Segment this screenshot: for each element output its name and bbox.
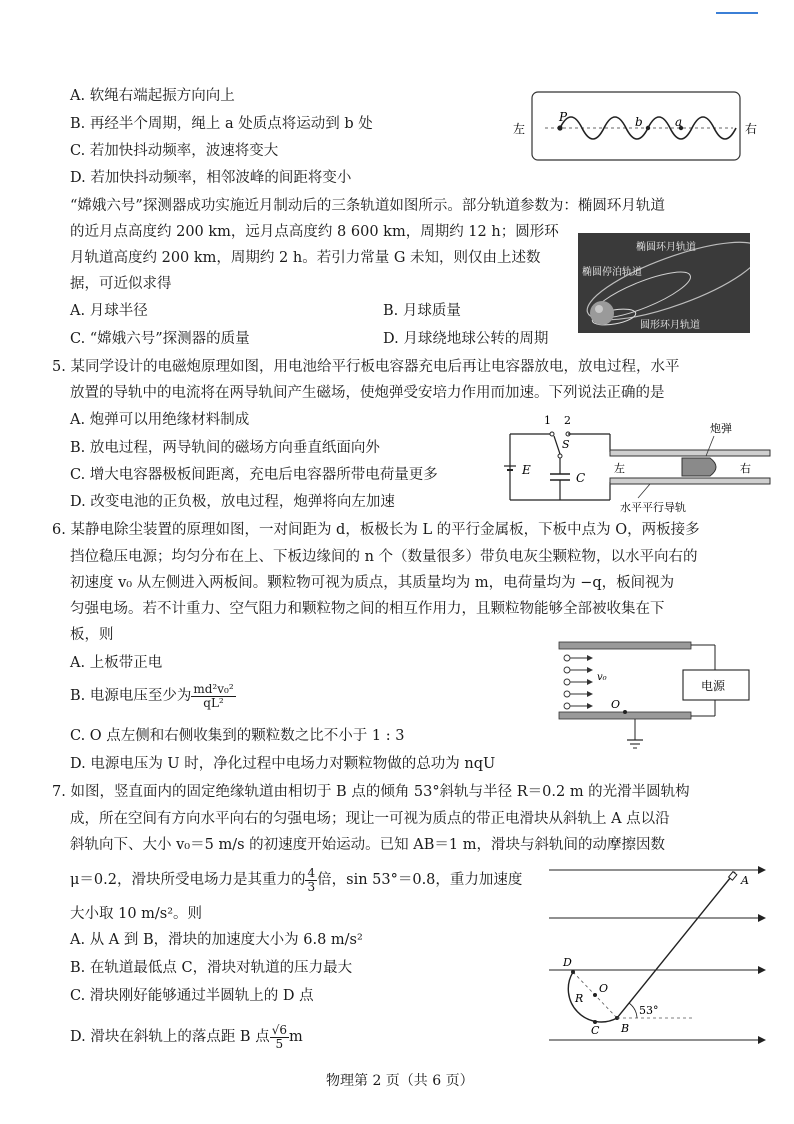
q5-fig-left: 左 bbox=[614, 462, 625, 475]
q6-option-b-fraction bbox=[191, 683, 235, 709]
q3-fig-b: b bbox=[635, 115, 643, 129]
q6-stem-line-2: 挡位稳压电源；均匀分布在上、下板边缘间的 n 个（数量很多）带负电灰尘颗粒物，以水平向右的 bbox=[70, 549, 698, 565]
q5-fig-rail-label: 水平平行导轨 bbox=[620, 501, 686, 514]
q6-stem-line-3: 初速度 v₀ 从左侧进入两板间。颗粒物可视为质点，其质量均为 m，电荷量均为 −q，板间视为 bbox=[70, 575, 675, 591]
q7-option-b: B. 在轨道最低点 C，滑块对轨道的压力最大 bbox=[70, 960, 353, 976]
q4-orbit-figure bbox=[578, 233, 750, 333]
q7-fig-b: B bbox=[621, 1022, 630, 1035]
q4-stem-line-3: 月轨道高度约 200 km，周期约 2 h。若引力常量 G 未知，则仅由上述数 bbox=[70, 250, 541, 266]
q6-option-a: A. 上板带正电 bbox=[70, 655, 163, 671]
q4-option-c: C. “嫦娥六号”探测器的质量 bbox=[70, 331, 250, 347]
q7-option-d-numerator: √6 bbox=[271, 1023, 287, 1037]
q7-stem-line-4 bbox=[70, 867, 522, 893]
q4-option-d: D. 月球绕地球公转的周期 bbox=[383, 331, 549, 347]
q4-option-a: A. 月球半径 bbox=[70, 303, 148, 319]
q7-fig-o: O bbox=[599, 982, 609, 995]
q3-fig-p: P bbox=[559, 110, 568, 124]
q3-option-c: C. 若加快抖动频率，波速将变大 bbox=[70, 143, 279, 159]
q7-stem-line-3: 斜轨向下、大小 v₀＝5 m/s 的初速度开始运动。已知 AB＝1 m，滑块与斜轨间的动摩擦因数 bbox=[70, 837, 665, 853]
q7-line-4-text-end: 倍，sin 53°＝0.8，重力加速度 bbox=[317, 872, 523, 889]
q5-circuit-figure bbox=[500, 412, 780, 516]
q7-option-d-unit: m bbox=[288, 1029, 303, 1046]
q7-track-figure bbox=[545, 862, 775, 1048]
q6-option-c: C. O 点左侧和右侧收集到的颗粒数之比不小于 1 : 3 bbox=[70, 728, 405, 744]
q4-fig-parking-orbit-label: 椭圆停泊轨道 bbox=[582, 267, 642, 278]
q5-fig-s: S bbox=[562, 438, 570, 451]
q7-option-c: C. 滑块刚好能够通过半圆轨上的 D 点 bbox=[70, 988, 314, 1004]
q7-line-4-denominator: 3 bbox=[307, 879, 316, 894]
q7-fig-a: A bbox=[741, 874, 749, 887]
q4-stem-line-1: “嫦娥六号”探测器成功实施近月制动后的三条轨道如图所示。部分轨道参数为：椭圆环月轨道 bbox=[70, 198, 665, 214]
q6-stem-line-5: 板，则 bbox=[70, 627, 114, 643]
q7-option-d bbox=[70, 1024, 303, 1050]
q7-option-d-denominator: 5 bbox=[275, 1036, 284, 1051]
page-footer: 物理第 2 页（共 6 页） bbox=[326, 1073, 474, 1089]
q7-option-d-fraction bbox=[270, 1024, 289, 1050]
q5-fig-shell-label: 炮弹 bbox=[710, 422, 732, 435]
q7-stem-line-5: 大小取 10 m/s²。则 bbox=[70, 906, 203, 922]
q6-fig-v0: v₀ bbox=[597, 672, 607, 683]
q6-option-d: D. 电源电压为 U 时，净化过程中电场力对颗粒物做的总功为 nqU bbox=[70, 756, 496, 772]
q7-line-4-text: μ＝0.2，滑块所受电场力是其重力的 bbox=[70, 872, 306, 889]
q6-option-b-numerator: md²v₀² bbox=[193, 682, 234, 696]
q3-wave-figure bbox=[505, 88, 775, 168]
q7-fig-r: R bbox=[575, 992, 584, 1005]
q3-fig-right: 右 bbox=[745, 122, 758, 136]
q6-fig-o: O bbox=[611, 698, 621, 711]
q6-option-b bbox=[70, 683, 236, 709]
q7-option-a: A. 从 A 到 B，滑块的加速度大小为 6.8 m/s² bbox=[70, 932, 363, 948]
q6-stem-line-1: 6. 某静电除尘装置的原理如图，一对间距为 d，板极长为 L 的平行金属板，下板中点为 O，两板接多 bbox=[52, 522, 700, 538]
q6-fig-source-label: 电源 bbox=[701, 679, 726, 693]
q5-stem-line-1: 5. 某同学设计的电磁炮原理如图，用电池给平行板电容器充电后再让电容器放电，放电过程，水平 bbox=[52, 359, 680, 375]
q5-fig-terminal-2: 2 bbox=[564, 414, 571, 427]
q7-fig-d: D bbox=[563, 956, 572, 969]
q6-precipitator-figure bbox=[555, 636, 775, 760]
q4-stem-line-2: 的近月点高度约 200 km，远月点高度约 8 600 km，周期约 12 h；圆形环 bbox=[70, 224, 559, 240]
q4-option-b: B. 月球质量 bbox=[383, 303, 461, 319]
q7-stem-line-2: 成，所在空间有方向水平向右的匀强电场；现让一可视为质点的带正电滑块从斜轨上 A 点以沿 bbox=[70, 811, 670, 827]
q5-fig-terminal-1: 1 bbox=[544, 414, 551, 427]
q3-fig-left: 左 bbox=[513, 122, 526, 136]
q5-fig-right: 右 bbox=[740, 462, 751, 475]
q5-option-a: A. 炮弹可以用绝缘材料制成 bbox=[70, 412, 250, 428]
q7-line-4-fraction bbox=[305, 867, 317, 893]
q6-option-b-text: B. 电源电压至少为 bbox=[70, 688, 192, 705]
q6-stem-line-4: 匀强电场。若不计重力、空气阻力和颗粒物之间的相互作用力，且颗粒物能够全部被收集在下 bbox=[70, 601, 665, 617]
q4-fig-ellipse-orbit-label: 椭圆环月轨道 bbox=[636, 242, 696, 253]
q7-option-d-text: D. 滑块在斜轨上的落点距 B 点 bbox=[70, 1029, 270, 1046]
q3-option-d: D. 若加快抖动频率，相邻波峰的间距将变小 bbox=[70, 170, 352, 186]
q5-option-c: C. 增大电容器极板间距离，充电后电容器所带电荷量更多 bbox=[70, 467, 438, 483]
q7-fig-angle: 53° bbox=[639, 1004, 659, 1017]
q7-fig-c: C bbox=[591, 1024, 600, 1037]
q5-fig-c: C bbox=[576, 471, 586, 485]
q5-option-b: B. 放电过程，两导轨间的磁场方向垂直纸面向外 bbox=[70, 440, 380, 456]
header-mark bbox=[716, 12, 758, 14]
q3-option-a: A. 软绳右端起振方向向上 bbox=[70, 88, 235, 104]
q7-stem-line-1: 7. 如图，竖直面内的固定绝缘轨道由相切于 B 点的倾角 53°斜轨与半径 R＝0.2 m 的光滑半圆轨构 bbox=[52, 784, 690, 800]
q6-option-b-denominator: qL² bbox=[203, 695, 224, 710]
q5-option-d: D. 改变电池的正负极，放电过程，炮弹将向左加速 bbox=[70, 494, 395, 510]
q4-stem-line-4: 据，可近似求得 bbox=[70, 276, 172, 292]
q4-fig-circular-orbit-label: 圆形环月轨道 bbox=[640, 320, 700, 331]
q7-line-4-numerator: 4 bbox=[307, 866, 316, 880]
q5-fig-e: E bbox=[522, 463, 531, 477]
q3-fig-a: a bbox=[675, 115, 683, 129]
q3-option-b: B. 再经半个周期，绳上 a 处质点将运动到 b 处 bbox=[70, 116, 373, 132]
q5-stem-line-2: 放置的导轨中的电流将在两导轨间产生磁场，使炮弹受安培力作用而加速。下列说法正确的是 bbox=[70, 385, 665, 401]
